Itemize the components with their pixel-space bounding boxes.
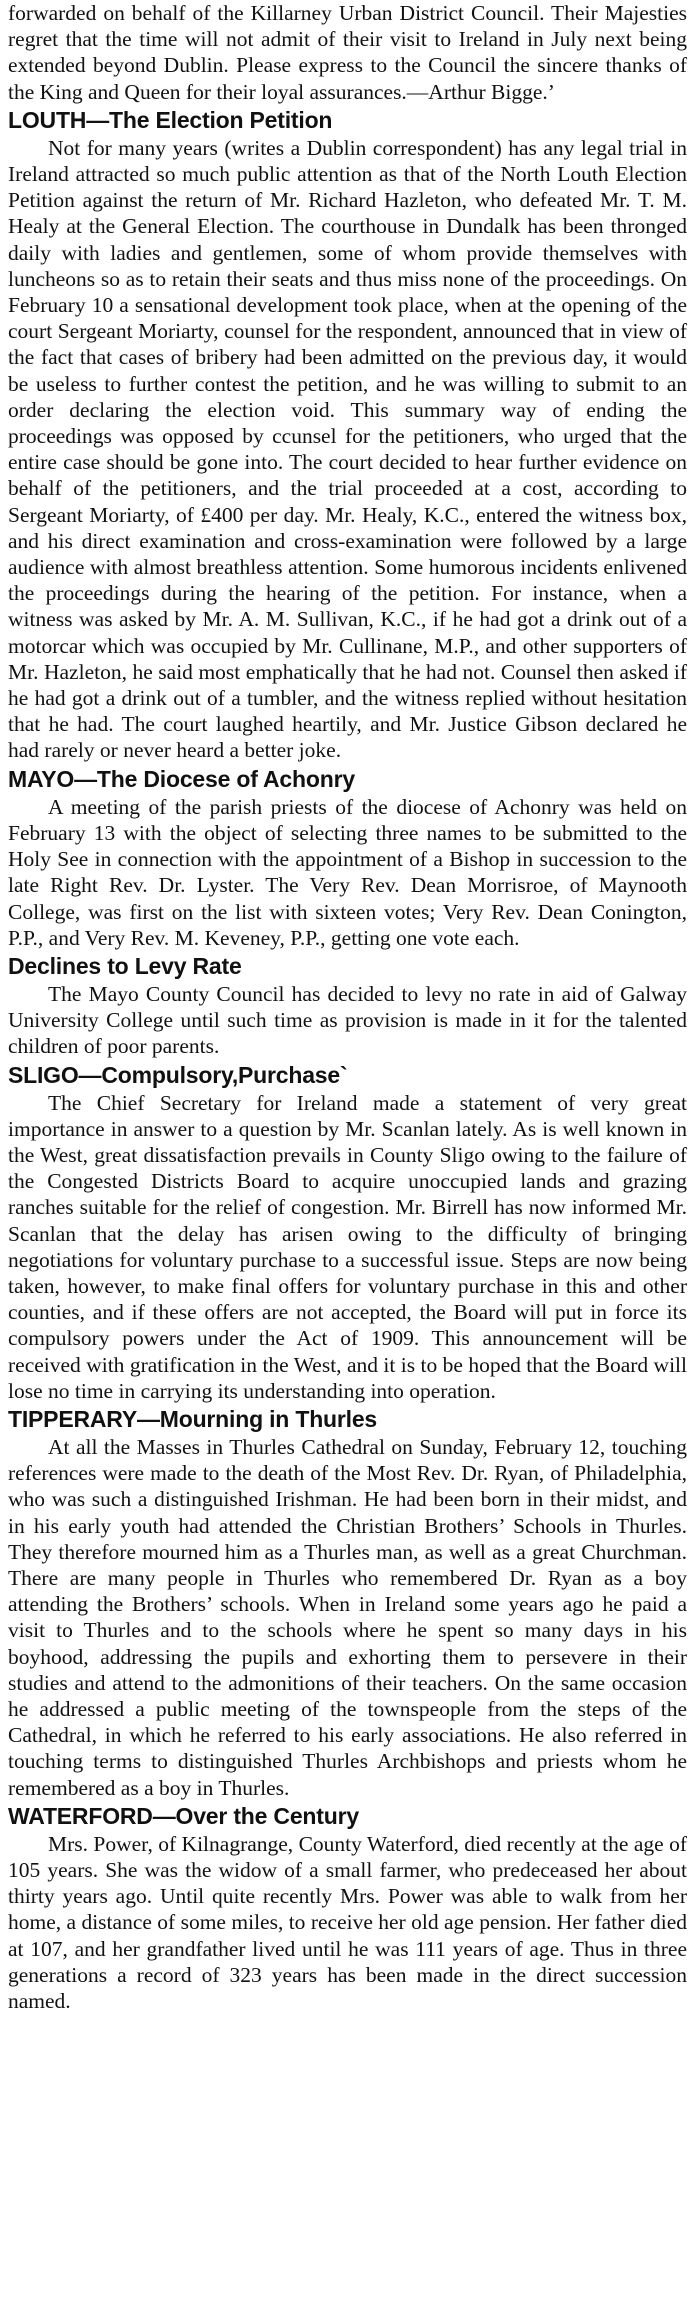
section-heading: LOUTH—The Election Petition [8, 106, 333, 133]
section-paragraph: A meeting of the parish priests of the diocese of Achonry was held on February 13 with the object of selecting three names to be submitted to the Holy See in connection with the appointment of a Bishop in succession to the late Right Rev. Dr. Lyster. The Very Rev. Dean Morrisroe, of Maynooth College, was first on the list with sixteen votes; Very Rev. Dean Conington, P.P., and Very Rev. M. Keveney, P.P., getting one vote each. [8, 794, 687, 950]
section-paragraph: Not for many years (writes a Dublin correspondent) has any legal trial in Ireland attracted so much public attention as that of the North Louth Election Petition against the return of Mr. Richard Hazleton, who defeated Mr. T. M. Healy at the General Election. The courthouse in Dundalk has been thronged daily with ladies and gentlemen, some of whom provide themselves with luncheons so as to retain their seats and thus miss none of the proceedings. On February 10 a sensational development took place, when at the opening of the court Sergeant Moriarty, counsel for the respondent, announced that in view of the fact that cases of bribery had been admitted on the previous day, it would be useless to further contest the petition, and he was willing to submit to an order declaring the election void. This summary way of ending the proceedings was opposed by ccunsel for the petitioners, who urged that the entire case should be gone into. The court decided to hear further evidence on behalf of the petitioners, and the trial proceeded at a cost, according to Sergeant Moriarty, of £400 per day. Mr. Healy, K.C., entered the witness box, and his direct examination and cross-examination were followed by a large audience with almost breathless attention. Some humorous incidents enlivened the proceedings during the hearing of the petition. For instance, when a witness was asked by Mr. A. M. Sullivan, K.C., if he had got a drink out of a motorcar which was occupied by Mr. Cullinane, M.P., and other supporters of Mr. Hazleton, he said most emphatically that he had not. Counsel then asked if he had got a drink out of a tumbler, and the witness replied without hesitation that he had. The court laughed heartily, and Mr. Justice Gibson declared he had rarely or never heard a better joke. [8, 135, 687, 763]
section-tipperary [8, 1404, 687, 1801]
section-louth [8, 105, 687, 764]
section-mayo [8, 764, 687, 951]
section-paragraph: At all the Masses in Thurles Cathedral on Sunday, February 12, touching references were made to the death of the Most Rev. Dr. Ryan, of Philadelphia, who was such a distinguished Irishman. He had been born in their midst, and in his early youth had attended the Christian Brothers’ Schools in Thurles. They therefore mourned him as a Thurles man, as well as a great Churchman. There are many people in Thurles who remembered Dr. Ryan as a boy attending the Brothers’ schools. When in Ireland some years ago he paid a visit to Thurles and to the schools where he spent so many days in his boyhood, addressing the pupils and exhorting them to persevere in their studies and attend to the admonitions of their teachers. On the same occasion he addressed a public meeting of the townspeople from the steps of the Cathedral, in which he referred to his early associations. He also referred in touching terms to distinguished Thurles Archbishops and priests whom he remembered as a boy in Thurles. [8, 1434, 687, 1800]
section-heading: TIPPERARY—Mourning in Thurles [8, 1405, 378, 1432]
news-column [8, 0, 687, 2014]
section-waterford [8, 1801, 687, 2014]
section-paragraph: The Chief Secretary for Ireland made a statement of very great importance in answer to a question by Mr. Scanlan lately. As is well known in the West, great dissatisfaction prevails in County Sligo owing to the failure of the Congested Districts Board to acquire unoccupied lands and grazing ranches suitable for the relief of congestion. Mr. Birrell has now informed Mr. Scanlan that the delay has arisen owing to the difficulty of bringing negotiations for voluntary purchase to a successful issue. Steps are now being taken, however, to make final offers for voluntary purchase in this and other counties, and if these offers are not accepted, the Board will put in force its compulsory powers under the Act of 1909. This announcement will be received with gratification in the West, and it is to be hoped that the Board will lose no time in carrying its understanding into operation. [8, 1090, 687, 1403]
section-sligo [8, 1060, 687, 1404]
intro-paragraph: forwarded on behalf of the Killarney Urban District Council. Their Majesties regret that the time will not admit of their visit to Ireland in July next being extended beyond Dublin. Please express to the Council the sincere thanks of the King and Queen for their loyal assurances.—Arthur Bigge.’ [8, 1, 687, 104]
section-heading: MAYO—The Diocese of Achonry [8, 765, 355, 792]
section-heading: WATERFORD—Over the Century [8, 1802, 359, 1829]
section-paragraph: The Mayo County Council has decided to levy no rate in aid of Galway University College until such time as provision is made in it for the talented children of poor parents. [8, 981, 687, 1059]
section-heading: SLIGO—Compulsory,Purchase` [8, 1061, 348, 1088]
section-paragraph: Mrs. Power, of Kilnagrange, County Waterford, died recently at the age of 105 years. She was the widow of a small farmer, who predeceased her about thirty years ago. Until quite recently Mrs. Power was able to walk from her home, a distance of some miles, to receive her old age pension. Her father died at 107, and her grandfather lived until he was 111 years of age. Thus in three generations a record of 323 years has been made in the direct succession named. [8, 1831, 687, 2014]
section-levy-rate [8, 951, 687, 1060]
section-heading: Declines to Levy Rate [8, 952, 242, 979]
